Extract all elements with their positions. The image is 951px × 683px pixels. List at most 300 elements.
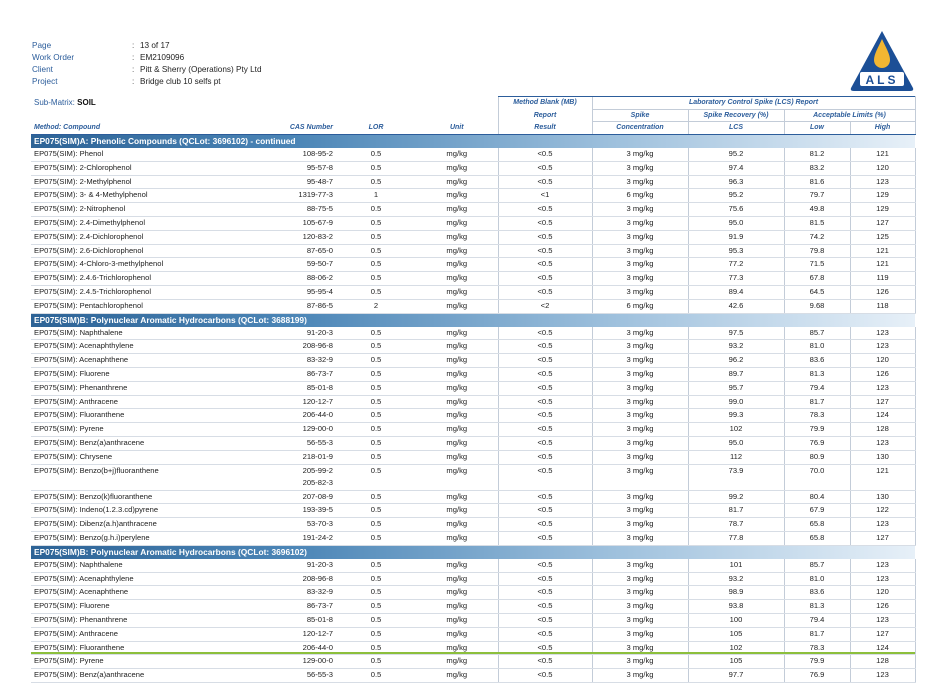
lor-cell: 0.5 (336, 203, 416, 217)
lor-cell: 0.5 (336, 258, 416, 272)
compound-cell: EP075(SIM): 2.4.5-Trichlorophenol (31, 285, 236, 299)
unit-cell: mg/kg (416, 613, 498, 627)
high-cell: 128 (850, 655, 915, 669)
result-cell: <0.5 (498, 504, 592, 518)
compound-cell: EP075(SIM): Pyrene (31, 423, 236, 437)
spike-cell: 3 mg/kg (592, 327, 688, 340)
unit-cell: mg/kg (416, 395, 498, 409)
low-cell: 67.9 (784, 504, 850, 518)
compound-cell: EP075(SIM): Acenaphthylene (31, 340, 236, 354)
unit-cell: mg/kg (416, 586, 498, 600)
table-row (31, 327, 915, 340)
compound-cell: EP075(SIM): Fluorene (31, 367, 236, 381)
lor-cell: 0.5 (336, 586, 416, 600)
lcs-cell: 112 (688, 450, 784, 464)
lor-cell: 0.5 (336, 504, 416, 518)
lcs-cell: 99.2 (688, 490, 784, 504)
lcs-cell: 95.2 (688, 189, 784, 203)
section-header (31, 135, 915, 149)
lor-cell: 0.5 (336, 518, 416, 532)
result-cell: <0.5 (498, 641, 592, 655)
lcs-cell: 89.4 (688, 285, 784, 299)
table-row (31, 161, 915, 175)
lcs-cell: 78.7 (688, 518, 784, 532)
result-cell: <2 (498, 299, 592, 313)
cas-cell: 191-24-2 (236, 531, 336, 545)
compound-cell: EP075(SIM): 2.4-Dimethylphenol (31, 216, 236, 230)
lor-cell: 0.5 (336, 450, 416, 464)
compound-cell: EP075(SIM): Anthracene (31, 395, 236, 409)
compound-cell: EP075(SIM): Benz(a)anthracene (31, 669, 236, 683)
low-cell: 81.7 (784, 627, 850, 641)
table-row (31, 518, 915, 532)
section-title: EP075(SIM)B: Polynuclear Aromatic Hydrocarbons (QCLot: 3688199) (31, 313, 915, 327)
cas-cell: 88-06-2 (236, 272, 336, 286)
colon: : (132, 41, 135, 50)
cas-cell: 218-01-9 (236, 450, 336, 464)
spike-cell: 3 mg/kg (592, 669, 688, 683)
table-row (31, 395, 915, 409)
spike-cell: 3 mg/kg (592, 230, 688, 244)
high-cell: 123 (850, 559, 915, 572)
low-cell: 79.9 (784, 423, 850, 437)
high-cell: 126 (850, 285, 915, 299)
high-cell: 126 (850, 600, 915, 614)
cas-cell: 95-57-8 (236, 161, 336, 175)
result-cell: <0.5 (498, 244, 592, 258)
cas-cell: 129-00-0 (236, 655, 336, 669)
unit-cell: mg/kg (416, 340, 498, 354)
cas-cell: 206-44-0 (236, 409, 336, 423)
result-cell: <0.5 (498, 367, 592, 381)
lcs-cell: 77.8 (688, 531, 784, 545)
cas-cell: 95-95-4 (236, 285, 336, 299)
col-lcs: LCS (688, 122, 784, 135)
spike-cell: 3 mg/kg (592, 518, 688, 532)
client-row (32, 64, 262, 76)
logo-text: ALS (865, 73, 899, 87)
result-cell: <0.5 (498, 559, 592, 572)
low-cell: 65.8 (784, 518, 850, 532)
lcs-cell: 75.6 (688, 203, 784, 217)
bottom-rule (31, 652, 915, 654)
lcs-cell: 96.3 (688, 175, 784, 189)
unit-cell: mg/kg (416, 450, 498, 464)
page-label: Page (32, 41, 52, 50)
table-row (31, 613, 915, 627)
col-high: High (850, 122, 915, 135)
colon: : (132, 65, 135, 74)
table-row (31, 450, 915, 464)
result-cell: <0.5 (498, 423, 592, 437)
spike-cell: 3 mg/kg (592, 258, 688, 272)
col-low: Low (784, 122, 850, 135)
lor-cell: 0.5 (336, 423, 416, 437)
spike-cell: 3 mg/kg (592, 381, 688, 395)
high-cell: 122 (850, 504, 915, 518)
compound-cell: EP075(SIM): 2.4-Dichlorophenol (31, 230, 236, 244)
lor-cell: 0.5 (336, 367, 416, 381)
result-cell: <0.5 (498, 340, 592, 354)
table-row (31, 490, 915, 504)
table-row (31, 175, 915, 189)
header-row-1 (31, 97, 915, 110)
lor-cell: 1 (336, 189, 416, 203)
table-row (31, 423, 915, 437)
unit-cell: mg/kg (416, 203, 498, 217)
col-concentration: Concentration (592, 122, 688, 135)
compound-cell: EP075(SIM): Naphthalene (31, 327, 236, 340)
lor-cell: 0.5 (336, 272, 416, 286)
low-cell: 64.5 (784, 285, 850, 299)
unit-cell: mg/kg (416, 272, 498, 286)
high-cell: 121 (850, 244, 915, 258)
compound-cell: EP075(SIM): Pentachlorophenol (31, 299, 236, 313)
page-row (32, 40, 262, 52)
lor-cell: 0.5 (336, 464, 416, 490)
table-row (31, 148, 915, 161)
cas-cell: 56-55-3 (236, 436, 336, 450)
table-row (31, 354, 915, 368)
spike-cell: 3 mg/kg (592, 600, 688, 614)
high-cell: 125 (850, 230, 915, 244)
result-cell: <0.5 (498, 203, 592, 217)
high-cell: 129 (850, 203, 915, 217)
lcs-cell: 95.2 (688, 148, 784, 161)
low-cell: 83.6 (784, 354, 850, 368)
result-cell: <0.5 (498, 669, 592, 683)
result-cell: <0.5 (498, 490, 592, 504)
result-cell: <0.5 (498, 572, 592, 586)
lcs-cell: 95.3 (688, 244, 784, 258)
unit-cell: mg/kg (416, 409, 498, 423)
high-cell: 129 (850, 189, 915, 203)
page-value: 13 of 17 (140, 41, 170, 50)
result-cell: <0.5 (498, 531, 592, 545)
compound-cell: EP075(SIM): 2-Chlorophenol (31, 161, 236, 175)
result-cell: <0.5 (498, 230, 592, 244)
high-cell: 127 (850, 627, 915, 641)
lcs-cell: 100 (688, 613, 784, 627)
result-cell: <0.5 (498, 175, 592, 189)
section-header (31, 313, 915, 327)
high-cell: 120 (850, 354, 915, 368)
cas-cell: 56-55-3 (236, 669, 336, 683)
lcs-cell: 77.2 (688, 258, 784, 272)
low-cell: 83.6 (784, 586, 850, 600)
lor-cell: 0.5 (336, 285, 416, 299)
colon: : (132, 77, 135, 86)
table-row (31, 409, 915, 423)
lcs-cell: 95.0 (688, 436, 784, 450)
result-cell: <0.5 (498, 272, 592, 286)
high-cell: 123 (850, 669, 915, 683)
workorder-value: EM2109096 (140, 53, 185, 62)
compound-cell: EP075(SIM): Fluoranthene (31, 409, 236, 423)
spike-cell: 3 mg/kg (592, 655, 688, 669)
table-row (31, 189, 915, 203)
spike-cell: 3 mg/kg (592, 148, 688, 161)
lor-cell: 0.5 (336, 340, 416, 354)
low-cell: 78.3 (784, 641, 850, 655)
compound-cell: EP075(SIM): Anthracene (31, 627, 236, 641)
low-cell: 85.7 (784, 559, 850, 572)
spike-cell: 3 mg/kg (592, 490, 688, 504)
spike-cell: 3 mg/kg (592, 203, 688, 217)
low-cell: 81.5 (784, 216, 850, 230)
lcs-cell: 97.5 (688, 327, 784, 340)
spike-cell: 3 mg/kg (592, 244, 688, 258)
section-title: EP075(SIM)A: Phenolic Compounds (QCLot: 3696102) - continued (31, 135, 915, 149)
low-cell: 9.68 (784, 299, 850, 313)
column-header-row (31, 122, 915, 135)
unit-cell: mg/kg (416, 189, 498, 203)
high-cell: 126 (850, 367, 915, 381)
compound-cell: EP075(SIM): 4-Chloro-3-methylphenol (31, 258, 236, 272)
spike-heading: Spike (592, 110, 688, 122)
lor-cell: 0.5 (336, 490, 416, 504)
low-cell: 81.3 (784, 600, 850, 614)
low-cell: 81.2 (784, 148, 850, 161)
result-cell: <0.5 (498, 436, 592, 450)
unit-cell: mg/kg (416, 299, 498, 313)
acceptable-limits-heading: Acceptable Limits (%) (784, 110, 915, 122)
cas-cell: 86-73-7 (236, 600, 336, 614)
cas-cell: 85-01-8 (236, 613, 336, 627)
lor-cell: 0.5 (336, 327, 416, 340)
result-cell: <0.5 (498, 613, 592, 627)
table-row (31, 230, 915, 244)
high-cell: 118 (850, 299, 915, 313)
workorder-label: Work Order (32, 53, 75, 62)
high-cell: 123 (850, 518, 915, 532)
cas-cell: 105-67-9 (236, 216, 336, 230)
compound-cell: EP075(SIM): Dibenz(a.h)anthracene (31, 518, 236, 532)
high-cell: 123 (850, 175, 915, 189)
project-value: Bridge club 10 selfs pt (140, 77, 221, 86)
lor-cell: 0.5 (336, 627, 416, 641)
unit-cell: mg/kg (416, 641, 498, 655)
lor-cell: 0.5 (336, 161, 416, 175)
lor-cell: 0.5 (336, 531, 416, 545)
spike-cell: 3 mg/kg (592, 572, 688, 586)
unit-cell: mg/kg (416, 559, 498, 572)
spike-cell: 3 mg/kg (592, 504, 688, 518)
cas-cell: 59-50-7 (236, 258, 336, 272)
col-unit: Unit (416, 122, 498, 135)
lcs-cell: 97.4 (688, 161, 784, 175)
low-cell: 74.2 (784, 230, 850, 244)
unit-cell: mg/kg (416, 230, 498, 244)
cas-cell: 1319-77-3 (236, 189, 336, 203)
compound-cell: EP075(SIM): 2-Nitrophenol (31, 203, 236, 217)
lcs-cell: 105 (688, 627, 784, 641)
compound-cell: EP075(SIM): Naphthalene (31, 559, 236, 572)
lor-cell: 0.5 (336, 216, 416, 230)
high-cell: 123 (850, 572, 915, 586)
spike-cell: 3 mg/kg (592, 354, 688, 368)
unit-cell: mg/kg (416, 518, 498, 532)
compound-cell: EP075(SIM): 2.4.6-Trichlorophenol (31, 272, 236, 286)
lcs-cell: 93.2 (688, 572, 784, 586)
low-cell: 81.0 (784, 340, 850, 354)
low-cell: 79.8 (784, 244, 850, 258)
result-cell: <0.5 (498, 285, 592, 299)
spike-cell: 3 mg/kg (592, 559, 688, 572)
table-row (31, 572, 915, 586)
compound-cell: EP075(SIM): 2.6-Dichlorophenol (31, 244, 236, 258)
compound-cell: EP075(SIM): 3- & 4-Methylphenol (31, 189, 236, 203)
high-cell: 121 (850, 464, 915, 490)
high-cell: 127 (850, 531, 915, 545)
section-header (31, 545, 915, 559)
lcs-cell: 95.7 (688, 381, 784, 395)
result-cell: <0.5 (498, 148, 592, 161)
lor-cell: 0.5 (336, 409, 416, 423)
table-row (31, 381, 915, 395)
spike-cell: 3 mg/kg (592, 272, 688, 286)
workorder-row (32, 52, 262, 64)
lor-cell: 0.5 (336, 559, 416, 572)
high-cell: 121 (850, 148, 915, 161)
high-cell: 127 (850, 395, 915, 409)
lor-cell: 0.5 (336, 436, 416, 450)
compound-cell: EP075(SIM): Indeno(1.2.3.cd)pyrene (31, 504, 236, 518)
compound-cell: EP075(SIM): Benzo(k)fluoranthene (31, 490, 236, 504)
spike-cell: 3 mg/kg (592, 531, 688, 545)
result-cell: <0.5 (498, 216, 592, 230)
spike-recovery-heading: Spike Recovery (%) (688, 110, 784, 122)
lcs-cell: 93.8 (688, 600, 784, 614)
low-cell: 79.9 (784, 655, 850, 669)
compound-cell: EP075(SIM): Pyrene (31, 655, 236, 669)
compound-cell: EP075(SIM): Benz(a)anthracene (31, 436, 236, 450)
spike-cell: 3 mg/kg (592, 436, 688, 450)
lcs-heading: Laboratory Control Spike (LCS) Report (592, 97, 915, 110)
unit-cell: mg/kg (416, 161, 498, 175)
lcs-cell: 105 (688, 655, 784, 669)
client-label: Client (32, 65, 53, 74)
lcs-cell: 96.2 (688, 354, 784, 368)
table-row (31, 244, 915, 258)
high-cell: 124 (850, 409, 915, 423)
cas-cell (236, 464, 336, 490)
table-row (31, 531, 915, 545)
col-result: Result (498, 122, 592, 135)
unit-cell: mg/kg (416, 490, 498, 504)
unit-cell: mg/kg (416, 381, 498, 395)
spike-cell: 3 mg/kg (592, 627, 688, 641)
result-cell: <1 (498, 189, 592, 203)
low-cell: 79.4 (784, 613, 850, 627)
unit-cell: mg/kg (416, 354, 498, 368)
lcs-cell: 102 (688, 423, 784, 437)
unit-cell: mg/kg (416, 148, 498, 161)
cas-cell: 91-20-3 (236, 559, 336, 572)
lor-cell: 0.5 (336, 655, 416, 669)
table-row (31, 436, 915, 450)
submatrix-value: SOIL (77, 98, 96, 107)
high-cell: 123 (850, 436, 915, 450)
result-cell: <0.5 (498, 655, 592, 669)
project-row (32, 76, 262, 88)
low-cell: 79.7 (784, 189, 850, 203)
spike-cell: 3 mg/kg (592, 175, 688, 189)
lcs-cell: 98.9 (688, 586, 784, 600)
lor-cell: 0.5 (336, 244, 416, 258)
cas-cell: 87-65-0 (236, 244, 336, 258)
spike-cell: 3 mg/kg (592, 367, 688, 381)
unit-cell: mg/kg (416, 669, 498, 683)
unit-cell: mg/kg (416, 367, 498, 381)
table-row (31, 216, 915, 230)
col-cas-number: CAS Number (236, 122, 336, 135)
submatrix-label: Sub-Matrix: (34, 98, 75, 107)
cas-cell: 207-08-9 (236, 490, 336, 504)
spike-cell: 3 mg/kg (592, 340, 688, 354)
lcs-cell: 81.7 (688, 504, 784, 518)
table-row (31, 586, 915, 600)
high-cell: 123 (850, 613, 915, 627)
low-cell: 83.2 (784, 161, 850, 175)
result-cell: <0.5 (498, 161, 592, 175)
high-cell: 119 (850, 272, 915, 286)
unit-cell: mg/kg (416, 572, 498, 586)
table-row (31, 272, 915, 286)
compound-cell: EP075(SIM): Benzo(b+j)fluoranthene (31, 464, 236, 490)
high-cell: 120 (850, 161, 915, 175)
col-lor: LOR (336, 122, 416, 135)
method-blank-report: Report (498, 110, 592, 122)
compound-cell: EP075(SIM): Phenanthrene (31, 613, 236, 627)
compound-cell: EP075(SIM): Fluorene (31, 600, 236, 614)
lcs-cell: 95.0 (688, 216, 784, 230)
high-cell: 127 (850, 216, 915, 230)
low-cell: 80.4 (784, 490, 850, 504)
lor-cell: 0.5 (336, 669, 416, 683)
table-row (31, 669, 915, 683)
result-cell: <0.5 (498, 627, 592, 641)
table-row (31, 464, 915, 490)
low-cell: 65.8 (784, 531, 850, 545)
high-cell: 128 (850, 423, 915, 437)
cas-cell: 91-20-3 (236, 327, 336, 340)
method-blank-heading: Method Blank (MB) (498, 97, 592, 110)
lor-cell: 0.5 (336, 613, 416, 627)
lor-cell: 0.5 (336, 641, 416, 655)
unit-cell: mg/kg (416, 216, 498, 230)
cas-cell: 87-86-5 (236, 299, 336, 313)
lcs-cell: 77.3 (688, 272, 784, 286)
table-row (31, 203, 915, 217)
lcs-cell: 91.9 (688, 230, 784, 244)
high-cell: 124 (850, 641, 915, 655)
table-row (31, 367, 915, 381)
high-cell: 123 (850, 327, 915, 340)
low-cell: 80.9 (784, 450, 850, 464)
compound-cell: EP075(SIM): 2-Methylphenol (31, 175, 236, 189)
result-cell: <0.5 (498, 327, 592, 340)
low-cell: 85.7 (784, 327, 850, 340)
cas-cell: 86-73-7 (236, 367, 336, 381)
lor-cell: 0.5 (336, 175, 416, 189)
low-cell: 76.9 (784, 669, 850, 683)
high-cell: 130 (850, 450, 915, 464)
lor-cell: 0.5 (336, 148, 416, 161)
unit-cell: mg/kg (416, 655, 498, 669)
result-cell: <0.5 (498, 518, 592, 532)
lor-cell: 0.5 (336, 230, 416, 244)
